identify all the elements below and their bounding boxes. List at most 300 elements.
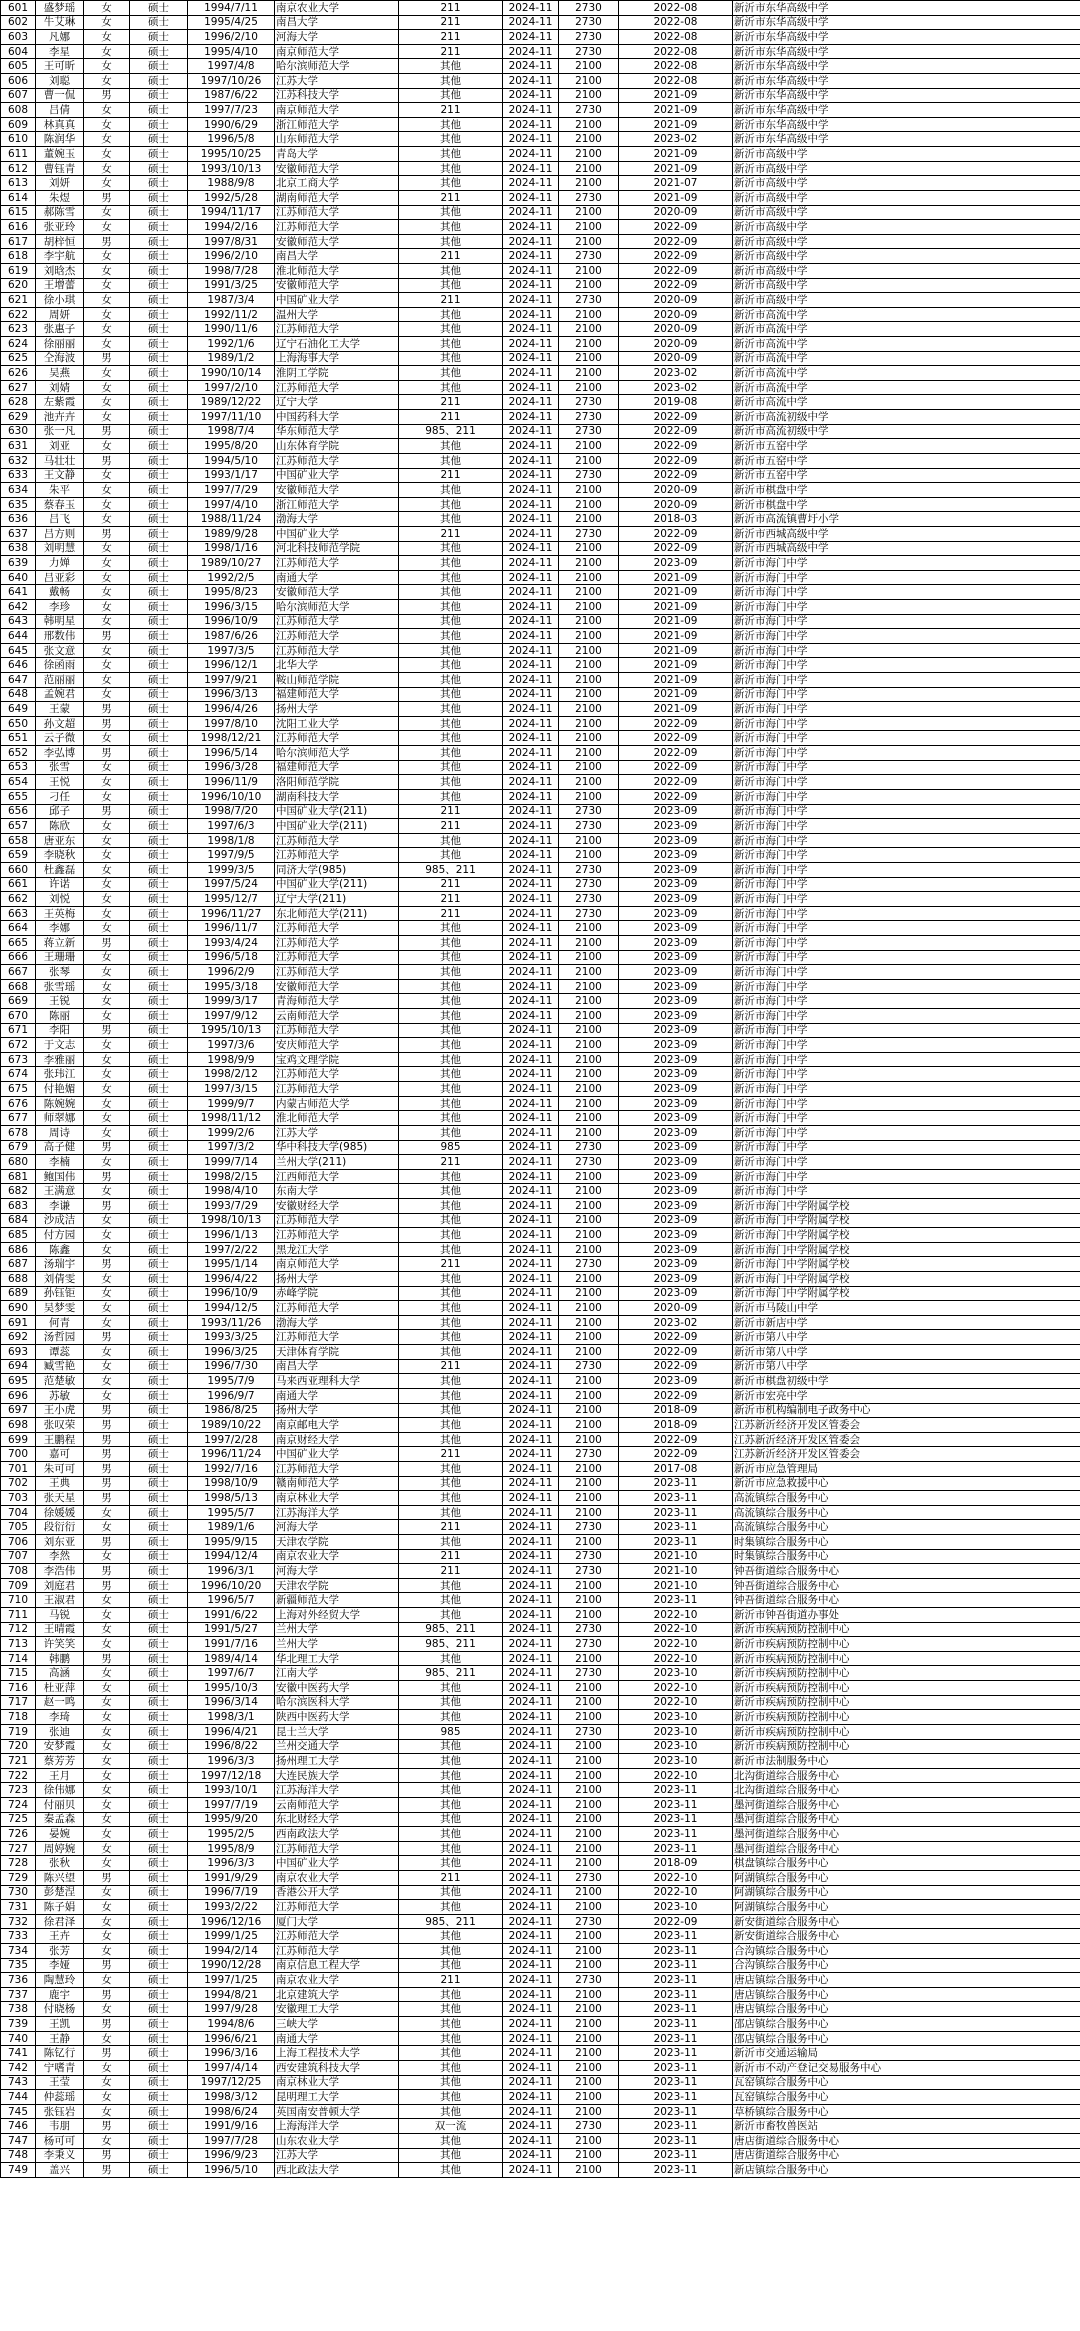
name-cell: 力婵 <box>36 556 84 571</box>
gender-cell: 女 <box>84 643 130 658</box>
row-number-cell: 713 <box>1 1637 36 1652</box>
name-cell: 朱煜 <box>36 190 84 205</box>
school-level-cell: 其他 <box>399 1184 503 1199</box>
row-number-cell: 718 <box>1 1710 36 1725</box>
table-row <box>1 307 1080 322</box>
birth-date-cell: 1989/4/14 <box>188 1651 275 1666</box>
table-row <box>1 1841 1080 1856</box>
amount-cell: 2100 <box>559 731 619 746</box>
row-number-cell: 612 <box>1 161 36 176</box>
school-level-cell: 其他 <box>399 351 503 366</box>
name-cell: 徐伟娜 <box>36 1783 84 1798</box>
university-cell: 南京师范大学 <box>275 103 399 118</box>
start-date-cell: 2023-09 <box>619 950 733 965</box>
amount-cell: 2100 <box>559 1900 619 1915</box>
row-number-cell: 625 <box>1 351 36 366</box>
name-cell: 许笑笑 <box>36 1637 84 1652</box>
degree-cell: 硕士 <box>130 1330 188 1345</box>
table-row <box>1 1768 1080 1783</box>
table-row <box>1 380 1080 395</box>
month-cell: 2024-11 <box>503 936 559 951</box>
month-cell: 2024-11 <box>503 2090 559 2105</box>
start-date-cell: 2023-10 <box>619 1900 733 1915</box>
birth-date-cell: 1997/12/25 <box>188 2075 275 2090</box>
unit-cell: 新沂市西城高级中学 <box>733 541 1080 556</box>
amount-cell: 2100 <box>559 658 619 673</box>
start-date-cell: 2021-10 <box>619 1578 733 1593</box>
degree-cell: 硕士 <box>130 1841 188 1856</box>
month-cell: 2024-11 <box>503 1724 559 1739</box>
school-level-cell: 其他 <box>399 629 503 644</box>
month-cell: 2024-11 <box>503 1564 559 1579</box>
gender-cell: 女 <box>84 585 130 600</box>
gender-cell: 男 <box>84 2046 130 2061</box>
unit-cell: 江苏新沂经济开发区管委会 <box>733 1432 1080 1447</box>
row-number-cell: 624 <box>1 337 36 352</box>
start-date-cell: 2021-09 <box>619 643 733 658</box>
school-level-cell: 985 <box>399 1724 503 1739</box>
unit-cell: 新沂市疾病预防控制中心 <box>733 1681 1080 1696</box>
name-cell: 王英梅 <box>36 906 84 921</box>
row-number-cell: 603 <box>1 30 36 45</box>
table-row <box>1 1973 1080 1988</box>
school-level-cell: 其他 <box>399 1023 503 1038</box>
row-number-cell: 717 <box>1 1695 36 1710</box>
unit-cell: 新沂市海门中学 <box>733 789 1080 804</box>
name-cell: 赵一鸣 <box>36 1695 84 1710</box>
table-row <box>1 921 1080 936</box>
name-cell: 李谦 <box>36 1198 84 1213</box>
name-cell: 孟婉君 <box>36 687 84 702</box>
row-number-cell: 609 <box>1 117 36 132</box>
degree-cell: 硕士 <box>130 1447 188 1462</box>
table-row <box>1 1111 1080 1126</box>
university-cell: 扬州大学 <box>275 1272 399 1287</box>
amount-cell: 2100 <box>559 1315 619 1330</box>
unit-cell: 新沂市东华高级中学 <box>733 1 1080 16</box>
degree-cell: 硕士 <box>130 424 188 439</box>
degree-cell: 硕士 <box>130 1476 188 1491</box>
amount-cell: 2100 <box>559 979 619 994</box>
degree-cell: 硕士 <box>130 658 188 673</box>
amount-cell: 2100 <box>559 1111 619 1126</box>
school-level-cell: 其他 <box>399 234 503 249</box>
university-cell: 新疆师范大学 <box>275 1593 399 1608</box>
school-level-cell: 其他 <box>399 614 503 629</box>
table-row <box>1 1301 1080 1316</box>
month-cell: 2024-11 <box>503 2119 559 2134</box>
degree-cell: 硕士 <box>130 1082 188 1097</box>
school-level-cell: 211 <box>399 526 503 541</box>
name-cell: 段衍衍 <box>36 1520 84 1535</box>
unit-cell: 唐店镇综合服务中心 <box>733 1987 1080 2002</box>
birth-date-cell: 1997/9/12 <box>188 1009 275 1024</box>
table-row <box>1 2060 1080 2075</box>
start-date-cell: 2023-11 <box>619 2104 733 2119</box>
unit-cell: 新沂市高流中学 <box>733 351 1080 366</box>
table-row <box>1 1564 1080 1579</box>
school-level-cell: 其他 <box>399 1388 503 1403</box>
month-cell: 2024-11 <box>503 132 559 147</box>
degree-cell: 硕士 <box>130 103 188 118</box>
start-date-cell: 2023-09 <box>619 819 733 834</box>
name-cell: 于文志 <box>36 1038 84 1053</box>
name-cell: 徐丽丽 <box>36 337 84 352</box>
month-cell: 2024-11 <box>503 1973 559 1988</box>
amount-cell: 2100 <box>559 1403 619 1418</box>
unit-cell: 新沂市疾病预防控制中心 <box>733 1637 1080 1652</box>
table-row <box>1 439 1080 454</box>
university-cell: 上海工程技术大学 <box>275 2046 399 2061</box>
degree-cell: 硕士 <box>130 1871 188 1886</box>
gender-cell: 女 <box>84 1827 130 1842</box>
name-cell: 师翠娜 <box>36 1111 84 1126</box>
amount-cell: 2100 <box>559 2104 619 2119</box>
name-cell: 鲍国伟 <box>36 1169 84 1184</box>
row-number-cell: 635 <box>1 497 36 512</box>
school-level-cell: 其他 <box>399 950 503 965</box>
month-cell: 2024-11 <box>503 322 559 337</box>
school-level-cell: 211 <box>399 906 503 921</box>
month-cell: 2024-11 <box>503 2104 559 2119</box>
start-date-cell: 2018-03 <box>619 512 733 527</box>
month-cell: 2024-11 <box>503 307 559 322</box>
degree-cell: 硕士 <box>130 643 188 658</box>
school-level-cell: 其他 <box>399 1695 503 1710</box>
degree-cell: 硕士 <box>130 1286 188 1301</box>
month-cell: 2024-11 <box>503 1257 559 1272</box>
gender-cell: 女 <box>84 410 130 425</box>
month-cell: 2024-11 <box>503 892 559 907</box>
unit-cell: 新沂市应急管理局 <box>733 1461 1080 1476</box>
month-cell: 2024-11 <box>503 1666 559 1681</box>
start-date-cell: 2022-10 <box>619 1651 733 1666</box>
row-number-cell: 733 <box>1 1929 36 1944</box>
amount-cell: 2100 <box>559 59 619 74</box>
month-cell: 2024-11 <box>503 1169 559 1184</box>
birth-date-cell: 1996/2/10 <box>188 30 275 45</box>
gender-cell: 女 <box>84 833 130 848</box>
school-level-cell: 其他 <box>399 1374 503 1389</box>
school-level-cell: 其他 <box>399 1082 503 1097</box>
birth-date-cell: 1998/2/12 <box>188 1067 275 1082</box>
name-cell: 汤瑞宇 <box>36 1257 84 1272</box>
row-number-cell: 650 <box>1 716 36 731</box>
start-date-cell: 2022-10 <box>619 1681 733 1696</box>
table-row <box>1 1914 1080 1929</box>
birth-date-cell: 1995/10/13 <box>188 1023 275 1038</box>
row-number-cell: 613 <box>1 176 36 191</box>
gender-cell: 女 <box>84 307 130 322</box>
name-cell: 高子健 <box>36 1140 84 1155</box>
name-cell: 徐媛媛 <box>36 1505 84 1520</box>
school-level-cell: 211 <box>399 804 503 819</box>
month-cell: 2024-11 <box>503 950 559 965</box>
degree-cell: 硕士 <box>130 936 188 951</box>
unit-cell: 新沂市东华高级中学 <box>733 15 1080 30</box>
birth-date-cell: 1995/9/15 <box>188 1534 275 1549</box>
month-cell: 2024-11 <box>503 278 559 293</box>
birth-date-cell: 1998/1/8 <box>188 833 275 848</box>
amount-cell: 2100 <box>559 1023 619 1038</box>
month-cell: 2024-11 <box>503 2017 559 2032</box>
degree-cell: 硕士 <box>130 1695 188 1710</box>
birth-date-cell: 1997/2/10 <box>188 380 275 395</box>
month-cell: 2024-11 <box>503 1023 559 1038</box>
degree-cell: 硕士 <box>130 278 188 293</box>
row-number-cell: 737 <box>1 1987 36 2002</box>
start-date-cell: 2022-09 <box>619 1447 733 1462</box>
university-cell: 安徽中医药大学 <box>275 1681 399 1696</box>
degree-cell: 硕士 <box>130 15 188 30</box>
amount-cell: 2100 <box>559 1213 619 1228</box>
birth-date-cell: 1993/4/24 <box>188 936 275 951</box>
start-date-cell: 2023-11 <box>619 2119 733 2134</box>
degree-cell: 硕士 <box>130 731 188 746</box>
amount-cell: 2100 <box>559 161 619 176</box>
degree-cell: 硕士 <box>130 1491 188 1506</box>
table-row <box>1 585 1080 600</box>
gender-cell: 女 <box>84 1724 130 1739</box>
birth-date-cell: 1996/9/23 <box>188 2148 275 2163</box>
table-row <box>1 1374 1080 1389</box>
name-cell: 蔡春玉 <box>36 497 84 512</box>
degree-cell: 硕士 <box>130 1 188 16</box>
table-row <box>1 1827 1080 1842</box>
university-cell: 上海对外经贸大学 <box>275 1608 399 1623</box>
gender-cell: 女 <box>84 892 130 907</box>
birth-date-cell: 1996/5/7 <box>188 1593 275 1608</box>
name-cell: 蔡芳芳 <box>36 1754 84 1769</box>
table-row <box>1 541 1080 556</box>
table-row <box>1 1710 1080 1725</box>
amount-cell: 2100 <box>559 1856 619 1871</box>
birth-date-cell: 1997/2/22 <box>188 1242 275 1257</box>
school-level-cell: 其他 <box>399 746 503 761</box>
unit-cell: 新安街道综合服务中心 <box>733 1929 1080 1944</box>
birth-date-cell: 1986/8/25 <box>188 1403 275 1418</box>
school-level-cell: 其他 <box>399 1418 503 1433</box>
name-cell: 凡娜 <box>36 30 84 45</box>
gender-cell: 女 <box>84 599 130 614</box>
unit-cell: 新沂市海门中学 <box>733 1096 1080 1111</box>
row-number-cell: 623 <box>1 322 36 337</box>
table-row <box>1 1 1080 16</box>
degree-cell: 硕士 <box>130 804 188 819</box>
school-level-cell: 其他 <box>399 322 503 337</box>
gender-cell: 女 <box>84 1272 130 1287</box>
month-cell: 2024-11 <box>503 1447 559 1462</box>
name-cell: 邢数伟 <box>36 629 84 644</box>
university-cell: 江南大学 <box>275 1666 399 1681</box>
month-cell: 2024-11 <box>503 1929 559 1944</box>
university-cell: 沈阳工业大学 <box>275 716 399 731</box>
degree-cell: 硕士 <box>130 2090 188 2105</box>
birth-date-cell: 1994/7/11 <box>188 1 275 16</box>
unit-cell: 新沂市东华高级中学 <box>733 30 1080 45</box>
amount-cell: 2100 <box>559 205 619 220</box>
gender-cell: 女 <box>84 30 130 45</box>
row-number-cell: 621 <box>1 293 36 308</box>
university-cell: 江苏师范大学 <box>275 1228 399 1243</box>
degree-cell: 硕士 <box>130 1754 188 1769</box>
amount-cell: 2100 <box>559 351 619 366</box>
row-number-cell: 691 <box>1 1315 36 1330</box>
name-cell: 张玮江 <box>36 1067 84 1082</box>
amount-cell: 2730 <box>559 1155 619 1170</box>
university-cell: 南京农业大学 <box>275 1973 399 1988</box>
gender-cell: 女 <box>84 1841 130 1856</box>
degree-cell: 硕士 <box>130 1315 188 1330</box>
table-row <box>1 979 1080 994</box>
gender-cell: 女 <box>84 1286 130 1301</box>
name-cell: 陈婉婉 <box>36 1096 84 1111</box>
amount-cell: 2100 <box>559 1841 619 1856</box>
month-cell: 2024-11 <box>503 1783 559 1798</box>
amount-cell: 2100 <box>559 1476 619 1491</box>
name-cell: 韦朋 <box>36 2119 84 2134</box>
month-cell: 2024-11 <box>503 614 559 629</box>
table-row <box>1 1900 1080 1915</box>
row-number-cell: 716 <box>1 1681 36 1696</box>
month-cell: 2024-11 <box>503 1754 559 1769</box>
start-date-cell: 2023-09 <box>619 1242 733 1257</box>
name-cell: 王凯 <box>36 2017 84 2032</box>
row-number-cell: 667 <box>1 965 36 980</box>
start-date-cell: 2023-09 <box>619 1140 733 1155</box>
gender-cell: 女 <box>84 1388 130 1403</box>
university-cell: 安徽财经大学 <box>275 1198 399 1213</box>
gender-cell: 女 <box>84 1681 130 1696</box>
table-body <box>1 1 1080 2178</box>
month-cell: 2024-11 <box>503 1491 559 1506</box>
month-cell: 2024-11 <box>503 1403 559 1418</box>
university-cell: 福建师范大学 <box>275 760 399 775</box>
birth-date-cell: 1993/11/26 <box>188 1315 275 1330</box>
school-level-cell: 其他 <box>399 1593 503 1608</box>
amount-cell: 2100 <box>559 74 619 89</box>
unit-cell: 新沂市海门中学附属学校 <box>733 1272 1080 1287</box>
degree-cell: 硕士 <box>130 1169 188 1184</box>
university-cell: 江苏师范大学 <box>275 1841 399 1856</box>
row-number-cell: 707 <box>1 1549 36 1564</box>
degree-cell: 硕士 <box>130 892 188 907</box>
start-date-cell: 2022-09 <box>619 731 733 746</box>
start-date-cell: 2021-09 <box>619 88 733 103</box>
unit-cell: 新沂市棋盘初级中学 <box>733 1374 1080 1389</box>
name-cell: 张文意 <box>36 643 84 658</box>
start-date-cell: 2023-11 <box>619 1491 733 1506</box>
birth-date-cell: 1996/3/15 <box>188 599 275 614</box>
amount-cell: 2100 <box>559 1695 619 1710</box>
university-cell: 中国矿业大学 <box>275 1856 399 1871</box>
birth-date-cell: 1995/12/7 <box>188 892 275 907</box>
school-level-cell: 其他 <box>399 1286 503 1301</box>
gender-cell: 女 <box>84 979 130 994</box>
birth-date-cell: 1990/12/28 <box>188 1958 275 1973</box>
month-cell: 2024-11 <box>503 15 559 30</box>
amount-cell: 2100 <box>559 1009 619 1024</box>
row-number-cell: 673 <box>1 1052 36 1067</box>
gender-cell: 女 <box>84 570 130 585</box>
month-cell: 2024-11 <box>503 176 559 191</box>
row-number-cell: 705 <box>1 1520 36 1535</box>
month-cell: 2024-11 <box>503 702 559 717</box>
university-cell: 北京建筑大学 <box>275 1987 399 2002</box>
name-cell: 范丽丽 <box>36 673 84 688</box>
university-cell: 北华大学 <box>275 658 399 673</box>
amount-cell: 2100 <box>559 1593 619 1608</box>
amount-cell: 2100 <box>559 1082 619 1097</box>
school-level-cell: 其他 <box>399 775 503 790</box>
table-row <box>1 453 1080 468</box>
birth-date-cell: 1998/5/13 <box>188 1491 275 1506</box>
amount-cell: 2730 <box>559 1871 619 1886</box>
month-cell: 2024-11 <box>503 848 559 863</box>
table-row <box>1 862 1080 877</box>
birth-date-cell: 1997/6/7 <box>188 1666 275 1681</box>
gender-cell: 女 <box>84 205 130 220</box>
month-cell: 2024-11 <box>503 1812 559 1827</box>
unit-cell: 新沂市海门中学 <box>733 1052 1080 1067</box>
row-number-cell: 700 <box>1 1447 36 1462</box>
university-cell: 安徽师范大学 <box>275 234 399 249</box>
degree-cell: 硕士 <box>130 1739 188 1754</box>
name-cell: 李娜 <box>36 921 84 936</box>
amount-cell: 2100 <box>559 483 619 498</box>
gender-cell: 女 <box>84 1783 130 1798</box>
degree-cell: 硕士 <box>130 1812 188 1827</box>
amount-cell: 2100 <box>559 629 619 644</box>
gender-cell: 女 <box>84 2031 130 2046</box>
unit-cell: 新沂市海门中学 <box>733 892 1080 907</box>
start-date-cell: 2023-09 <box>619 1082 733 1097</box>
name-cell: 张芳 <box>36 1944 84 1959</box>
amount-cell: 2730 <box>559 906 619 921</box>
month-cell: 2024-11 <box>503 1681 559 1696</box>
amount-cell: 2100 <box>559 2046 619 2061</box>
month-cell: 2024-11 <box>503 395 559 410</box>
gender-cell: 男 <box>84 2017 130 2032</box>
start-date-cell: 2023-02 <box>619 366 733 381</box>
university-cell: 英国南安普顿大学 <box>275 2104 399 2119</box>
month-cell: 2024-11 <box>503 775 559 790</box>
month-cell: 2024-11 <box>503 497 559 512</box>
name-cell: 朱可可 <box>36 1461 84 1476</box>
amount-cell: 2100 <box>559 1505 619 1520</box>
school-level-cell: 其他 <box>399 673 503 688</box>
amount-cell: 2100 <box>559 673 619 688</box>
name-cell: 朱平 <box>36 483 84 498</box>
gender-cell: 女 <box>84 877 130 892</box>
start-date-cell: 2021-10 <box>619 1549 733 1564</box>
table-row <box>1 906 1080 921</box>
gender-cell: 男 <box>84 424 130 439</box>
school-level-cell: 其他 <box>399 585 503 600</box>
birth-date-cell: 1997/9/5 <box>188 848 275 863</box>
degree-cell: 硕士 <box>130 1681 188 1696</box>
row-number-cell: 628 <box>1 395 36 410</box>
table-row <box>1 161 1080 176</box>
degree-cell: 硕士 <box>130 1593 188 1608</box>
birth-date-cell: 1996/4/21 <box>188 1724 275 1739</box>
university-cell: 中国矿业大学 <box>275 468 399 483</box>
gender-cell: 女 <box>84 2090 130 2105</box>
university-cell: 南京农业大学 <box>275 1 399 16</box>
birth-date-cell: 1994/12/4 <box>188 1549 275 1564</box>
month-cell: 2024-11 <box>503 293 559 308</box>
degree-cell: 硕士 <box>130 453 188 468</box>
